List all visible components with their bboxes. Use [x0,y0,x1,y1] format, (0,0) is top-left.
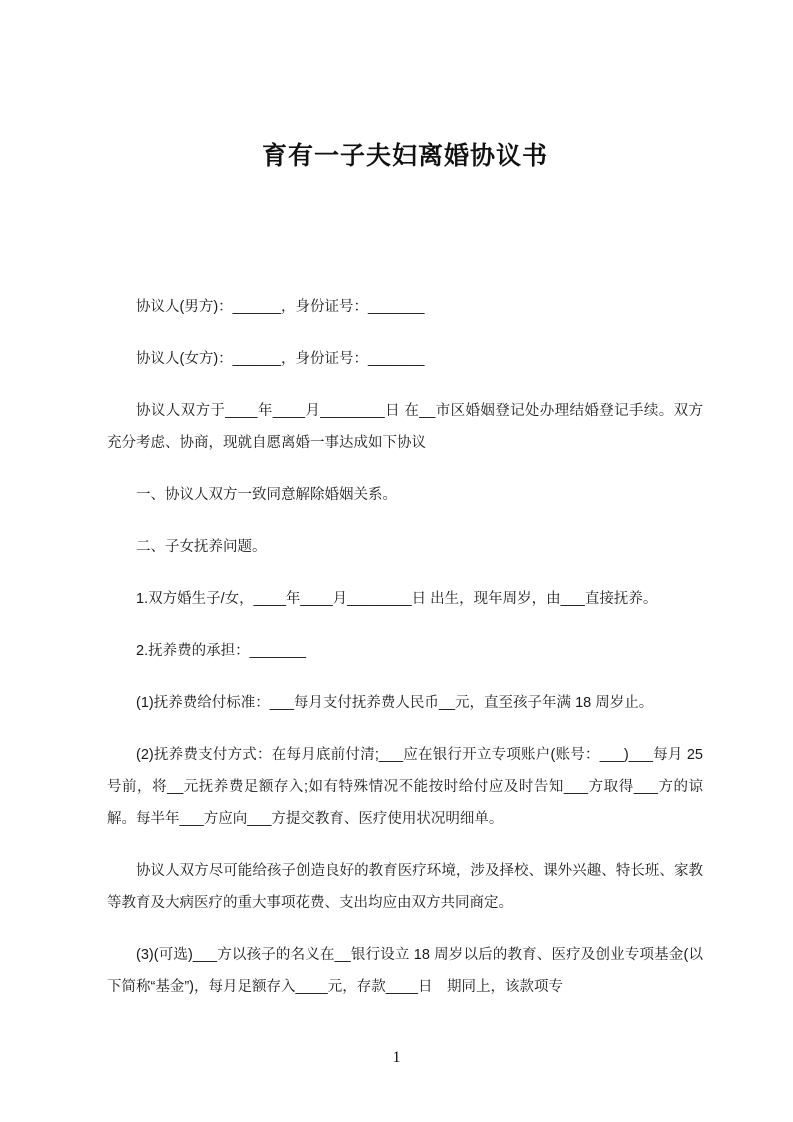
party-female-line: 协议人(女方)：______，身份证号：_______ [136,351,425,367]
support-fee-payment-method: (2)抚养费支付方式：在每月底前付清;___应在银行开立专项账户(账号：___)___每月 25 号前，将__元抚养费足额存入;如有特殊情况不能按时给付应及时告知___方取得___方的谅解。每半年___方应向___方提交教育、医疗使用状况明细单。 [107,747,703,827]
custody-child-info: 1.双方婚生子/女，____年____月________日 出生，现年周岁，由___直接抚养。 [136,591,658,607]
clause-two-custody: 二、子女抚养问题。 [136,539,267,555]
page-number: 1 [392,1049,401,1066]
optional-fund-clause: (3)(可选)___方以孩子的名义在__银行设立 18 周岁以后的教育、医疗及创业专项基金(以下简称“基金”)，每月足额存入____元，存款____日 期同上，该款项专 [107,947,703,995]
party-male-line: 协议人(男方)：______，身份证号：_______ [136,299,425,315]
document-content [107,140,703,1023]
support-fee-responsibility: 2.抚养费的承担：_______ [136,643,307,659]
education-medical-consensus: 协议人双方尽可能给孩子创造良好的教育医疗环境，涉及择校、课外兴趣、特长班、家教等教育及大病医疗的重大事项花费、支出均应由双方共同商定。 [107,863,703,911]
support-fee-standard: (1)抚养费给付标准：___每月支付抚养费人民币__元，直至孩子年满 18 周岁止。 [136,695,654,711]
clause-one-divorce: 一、协议人双方一致同意解除婚姻关系。 [136,487,397,503]
document-title: 育有一子夫妇离婚协议书 [261,142,548,170]
marriage-registration-intro: 协议人双方于____年____月________日 在__市区婚姻登记处办理结婚登记手续。双方充分考虑、协商，现就自愿离婚一事达成如下协议 [107,403,703,451]
